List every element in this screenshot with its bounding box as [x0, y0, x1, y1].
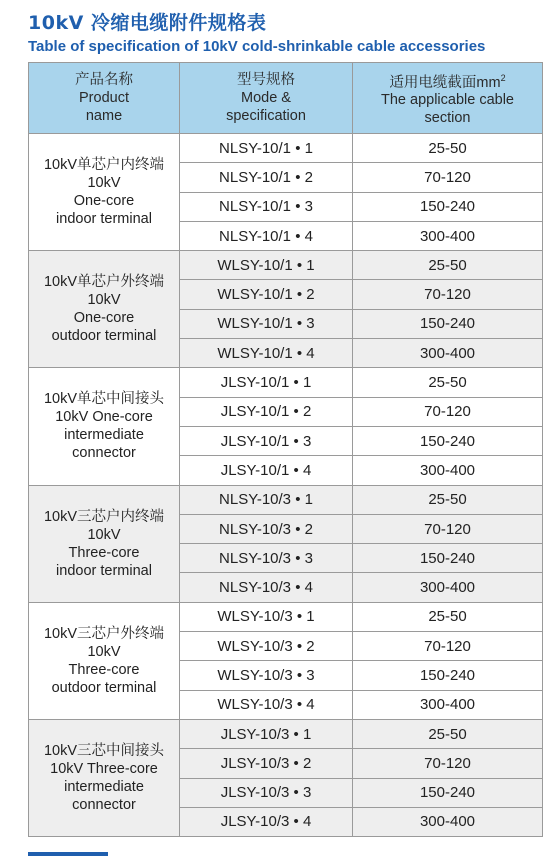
header-product — [29, 63, 180, 134]
section-cell: 150-240 — [353, 192, 543, 221]
section-cell: 150-240 — [353, 661, 543, 690]
table-row — [29, 134, 543, 163]
product-name-cell — [29, 368, 180, 485]
section-cell: 70-120 — [353, 514, 543, 543]
section-cell: 150-240 — [353, 309, 543, 338]
product-name-line: 10kV三芯户外终端 — [43, 625, 165, 642]
page-title: 10kV 冷缩电缆附件规格表 — [28, 12, 267, 34]
section-cell: 300-400 — [353, 339, 543, 368]
header-section-en1: The applicable cable — [380, 92, 514, 109]
header-section-en2: section — [424, 110, 471, 127]
model-cell: JLSY-10/1 • 1 — [180, 368, 353, 397]
header-product-en2: name — [85, 108, 123, 124]
model-cell: WLSY-10/1 • 4 — [180, 339, 353, 368]
product-name-line: Three-core — [68, 661, 140, 678]
section-cell: 300-400 — [353, 807, 543, 836]
table-row — [29, 719, 543, 748]
product-name-line: outdoor terminal — [51, 328, 157, 345]
section-cell: 150-240 — [353, 778, 543, 807]
table-header-row — [29, 63, 543, 134]
section-cell: 70-120 — [353, 163, 543, 192]
product-name-cell — [29, 719, 180, 836]
model-cell: WLSY-10/3 • 2 — [180, 632, 353, 661]
section-cell: 70-120 — [353, 397, 543, 426]
product-name-line: 10kV One-core — [55, 409, 153, 426]
model-cell: NLSY-10/3 • 4 — [180, 573, 353, 602]
model-cell: WLSY-10/3 • 1 — [180, 602, 353, 631]
table-row — [29, 368, 543, 397]
product-name-line: 10kV三芯中间接头 — [43, 743, 165, 760]
section-cell: 150-240 — [353, 544, 543, 573]
product-name-line: 10kV单芯户内终端 — [43, 157, 165, 174]
product-name-line: One-core — [73, 310, 135, 327]
section-cell: 70-120 — [353, 749, 543, 778]
product-name-line: One-core — [73, 193, 135, 210]
product-name-cell — [29, 251, 180, 368]
product-name-line: Three-core — [68, 544, 140, 561]
model-cell: NLSY-10/1 • 4 — [180, 221, 353, 250]
product-name-line: 10kV — [87, 643, 121, 660]
product-name-line: indoor terminal — [56, 211, 152, 228]
model-cell: JLSY-10/3 • 1 — [180, 719, 353, 748]
header-model-en2: specification — [226, 108, 306, 124]
specification-table — [28, 62, 543, 837]
table-row — [29, 602, 543, 631]
section-cell: 70-120 — [353, 632, 543, 661]
model-cell: JLSY-10/3 • 4 — [180, 807, 353, 836]
product-name-cell — [29, 134, 180, 251]
product-name-line: 10kV — [87, 175, 121, 192]
model-cell: JLSY-10/1 • 4 — [180, 456, 353, 485]
product-name-cell — [29, 485, 180, 602]
header-model-cn: 型号规格 — [237, 72, 295, 88]
section-cell: 25-50 — [353, 134, 543, 163]
model-cell: NLSY-10/1 • 3 — [180, 192, 353, 221]
model-cell: JLSY-10/1 • 3 — [180, 426, 353, 455]
product-name-line: 10kV单芯中间接头 — [43, 391, 165, 408]
section-cell: 25-50 — [353, 485, 543, 514]
section-cell: 25-50 — [353, 719, 543, 748]
model-cell: NLSY-10/1 • 2 — [180, 163, 353, 192]
product-name-line: 10kV三芯户内终端 — [43, 508, 165, 525]
product-name-line: intermediate — [64, 427, 144, 444]
product-name-line: indoor terminal — [56, 562, 152, 579]
model-cell: JLSY-10/3 • 3 — [180, 778, 353, 807]
model-cell: JLSY-10/3 • 2 — [180, 749, 353, 778]
header-model — [180, 63, 353, 134]
product-name-line: 10kV — [87, 292, 121, 309]
product-name-line: intermediate — [64, 779, 144, 796]
product-name-line: 10kV — [87, 526, 121, 543]
header-section-sup: 2 — [500, 72, 506, 83]
model-cell: JLSY-10/1 • 2 — [180, 397, 353, 426]
model-cell: WLSY-10/3 • 3 — [180, 661, 353, 690]
product-name-line: 10kV Three-core — [50, 761, 158, 778]
model-cell: WLSY-10/1 • 1 — [180, 251, 353, 280]
product-name-line: connector — [72, 797, 136, 814]
section-cell: 70-120 — [353, 280, 543, 309]
product-name-line: connector — [72, 445, 136, 462]
header-section — [353, 63, 543, 134]
model-cell: NLSY-10/3 • 3 — [180, 544, 353, 573]
model-cell: NLSY-10/1 • 1 — [180, 134, 353, 163]
section-cell: 300-400 — [353, 573, 543, 602]
section-cell: 150-240 — [353, 426, 543, 455]
page-subtitle: Table of specification of 10kV cold-shrinkable cable accessories — [28, 38, 486, 55]
model-cell: WLSY-10/1 • 3 — [180, 309, 353, 338]
model-cell: WLSY-10/3 • 4 — [180, 690, 353, 719]
bottom-accent-bar — [28, 852, 108, 856]
header-product-en1: Product — [79, 90, 129, 106]
header-model-en1: Mode & — [241, 90, 291, 106]
section-cell: 25-50 — [353, 368, 543, 397]
product-name-line: 10kV单芯户外终端 — [43, 274, 165, 291]
header-section-cn: 适用电缆截面mm — [389, 74, 501, 91]
model-cell: NLSY-10/3 • 1 — [180, 485, 353, 514]
section-cell: 300-400 — [353, 221, 543, 250]
section-cell: 300-400 — [353, 690, 543, 719]
product-name-line: outdoor terminal — [51, 679, 157, 696]
header-section-cn-line — [353, 69, 542, 92]
section-cell: 25-50 — [353, 251, 543, 280]
header-product-cn: 产品名称 — [75, 72, 133, 88]
model-cell: NLSY-10/3 • 2 — [180, 514, 353, 543]
section-cell: 300-400 — [353, 456, 543, 485]
table-row — [29, 251, 543, 280]
table-row — [29, 485, 543, 514]
model-cell: WLSY-10/1 • 2 — [180, 280, 353, 309]
section-cell: 25-50 — [353, 602, 543, 631]
table-body — [29, 134, 543, 837]
product-name-cell — [29, 602, 180, 719]
